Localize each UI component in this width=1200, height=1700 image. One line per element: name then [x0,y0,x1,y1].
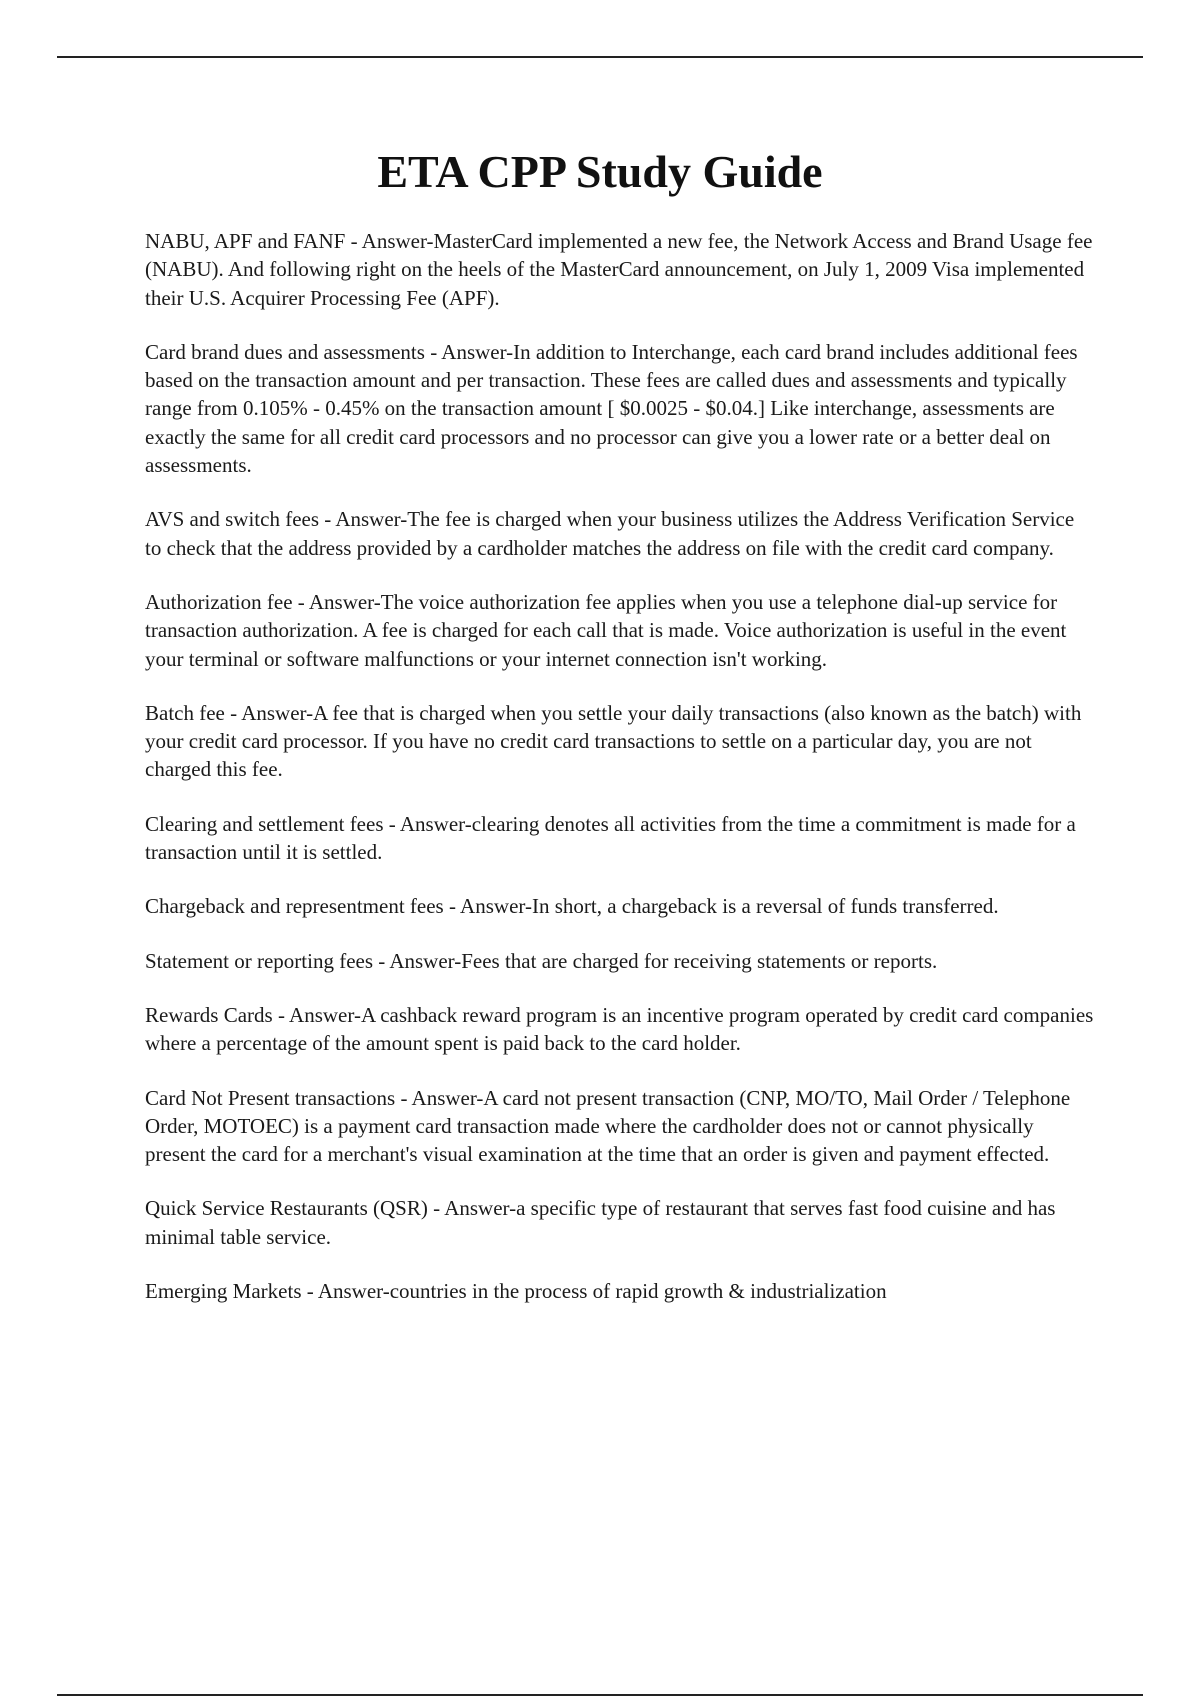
footer-rule [57,1694,1143,1696]
page-title: ETA CPP Study Guide [377,146,823,197]
qa-entry: AVS and switch fees - Answer-The fee is charged when your business utilizes the Address Verification Service to check that the address provided by a cardholder matches the address on file with the credit card company. [145,507,1075,560]
qa-entry: Authorization fee - Answer-The voice authorization fee applies when you use a telephone dial-up service for transaction authorization. A fee is charged for each call that is made. Voice authorization is useful in the event your terminal or software malfunctions or your internet connection isn't working. [145,589,1067,671]
qa-entry: Card Not Present transactions - Answer-A card not present transaction (CNP, MO/TO, Mail Order / Telephone Order, MOTOEC) is a payment card transaction made where the cardholder does not or cannot physically present the card for a merchant's visual examination at the time that an order is given and payment effected. [145,1085,1071,1167]
qa-entry: Card brand dues and assessments - Answer-In addition to Interchange, each card brand includes additional fees based on the transaction amount and per transaction. These fees are called dues and assessments and typically range from 0.105% - 0.45% on the transaction amount [ $0.0025 - $0.04.] Like interchange, assessments are exactly the same for all credit card processors and no processor can give you a lower rate or a better deal on assessments. [145,339,1078,478]
qa-entry: Batch fee - Answer-A fee that is charged when you settle your daily transactions (also known as the batch) with your credit card processor. If you have no credit card transactions to settle on a particular day, you are not charged this fee. [145,700,1082,782]
qa-entry: Rewards Cards - Answer-A cashback reward program is an incentive program operated by credit card companies where a percentage of the amount spent is paid back to the card holder. [145,1002,1094,1056]
qa-entry: Chargeback and representment fees - Answer-In short, a chargeback is a reversal of funds transferred. [145,894,999,919]
header-rule [57,56,1143,58]
qa-entry: Emerging Markets - Answer-countries in the process of rapid growth & industrialization [145,1279,887,1304]
qa-entry: NABU, APF and FANF - Answer-MasterCard implemented a new fee, the Network Access and Brand Usage fee (NABU). And following right on the heels of the MasterCard announcement, on July 1, 2009 Visa implemented their U.S. Acquirer Processing Fee (APF). [145,229,1093,310]
qa-entry: Quick Service Restaurants (QSR) - Answer-a specific type of restaurant that serves fast food cuisine and has minimal table service. [145,1196,1056,1249]
qa-entry: Statement or reporting fees - Answer-Fees that are charged for receiving statements or reports. [145,948,938,973]
study-guide-body [145,227,1095,1331]
qa-entry: Clearing and settlement fees - Answer-clearing denotes all activities from the time a commitment is made for a transaction until it is settled. [145,811,1076,865]
